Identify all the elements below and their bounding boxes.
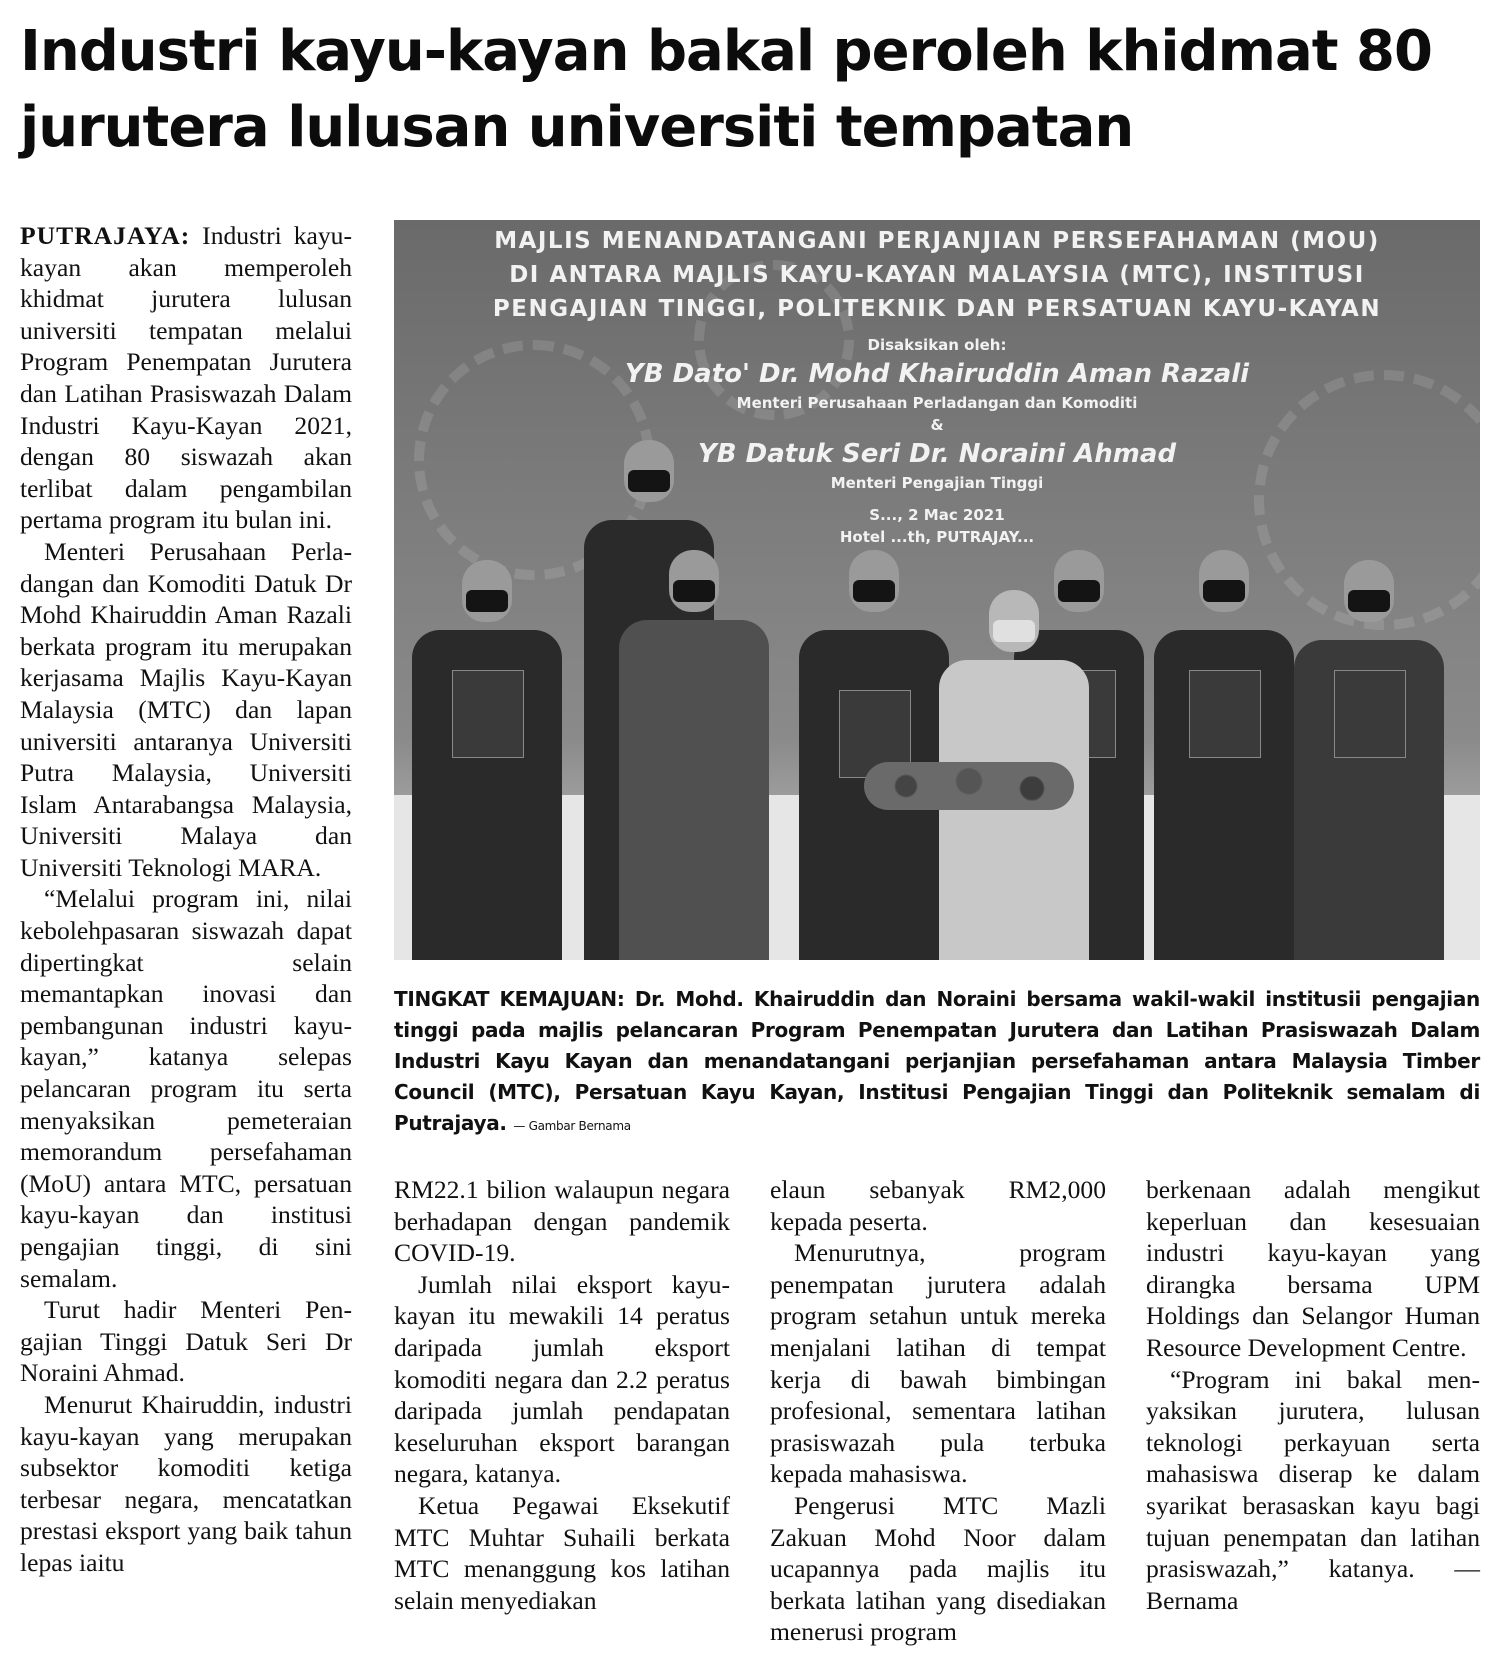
- banner-title: Menteri Perusahaan Perladangan dan Komoditi: [736, 394, 1138, 412]
- banner-line: PENGAJIAN TINGGI, POLITEKNIK DAN PERSATUAN KAYU-KAYAN: [492, 296, 1382, 322]
- banner-amp: &: [930, 416, 944, 434]
- flower-arrangement: [864, 762, 1074, 810]
- person: [1294, 560, 1444, 960]
- article-paragraph: PUTRAJAYA: Industri kayu-kayan akan memperoleh khidmat jurutera lulusan universiti tempatan melalui Program Penempatan Jurutera dan Latihan Prasiswazah Dalam Industri Kayu-Kayan 2021, dengan 80 siswazah akan terlibat dalam pengambilan pertama program itu bulan ini.: [20, 221, 352, 535]
- photo-credit: — Gambar Bernama: [513, 1119, 631, 1133]
- article-paragraph: Pengerusi MTC Mazli Zakuan Mohd Noor dalam ucapannya pada majlis itu berkata latihan yang disediakan menerusi program: [770, 1490, 1106, 1647]
- banner-line: MAJLIS MENANDATANGANI PERJANJIAN PERSEFAHAMAN (MOU): [494, 228, 1380, 254]
- person: [412, 540, 562, 960]
- banner-name: YB Dato' Dr. Mohd Khairuddin Aman Razali: [624, 359, 1250, 389]
- article-paragraph: Turut hadir Menteri Pengajian Tinggi Datuk Seri Dr Noraini Ahmad.: [20, 1295, 352, 1388]
- article-paragraph: berkenaan adalah mengikut keperluan dan kesesuaian industri kayu-kayan yang dirangka bersama UPM Holdings dan Selangor Human Resource Development Centre.: [1146, 1175, 1480, 1362]
- banner-date: S..., 2 Mac 2021: [869, 506, 1005, 524]
- banner-name: YB Datuk Seri Dr. Noraini Ahmad: [697, 439, 1177, 469]
- article-column-4: [1146, 1174, 1480, 1616]
- article-column-3: [770, 1174, 1106, 1648]
- person: [799, 550, 949, 960]
- article-paragraph: Menteri Perusahaan Perladangan dan Komoditi Datuk Dr Mohd Khairuddin Aman Razali berkata program itu merupakan kerjasama Majlis Kayu-Kayan Malaysia (MTC) dan lapan universiti antaranya Universiti Putra Malaysia, Universiti Islam Antarabangsa Malaysia, Universiti Malaya dan Universiti Teknologi MARA.: [20, 536, 352, 882]
- dateline: PUTRAJAYA:: [20, 221, 191, 250]
- article-paragraph: Ketua Pegawai Eksekutif MTC Muhtar Suhaili berkata MTC menanggung kos latihan selain menyediakan: [394, 1490, 730, 1615]
- news-photo: [394, 220, 1480, 960]
- photo-caption: TINGKAT KEMAJUAN: Dr. Mohd. Khairuddin dan Noraini bersama wakil-wakil institusii pengajian tinggi pada majlis pelancaran Program Penempatan Jurutera dan Latihan Prasiswazah Dalam Industri Kayu Kayan dan menandatangani perjanjian persefahaman antara Malaysia Timber Council (MTC), Persatuan Kayu Kayan, Institusi Pengajian Tinggi dan Politeknik semalam di Putrajaya. — Gambar Bernama: [394, 987, 1480, 1135]
- banner-venue: Hotel ...th, PUTRAJAY...: [839, 528, 1035, 546]
- article-paragraph: “Program ini bakal menyaksikan jurutera, lulusan teknologi perkayuan serta mahasiswa diserap ke dalam syarikat berasaskan kayu bagi tujuan penempatan dan latihan prasiswazah,” katanya. — Bernama: [1146, 1364, 1480, 1615]
- minister-front: [619, 550, 769, 960]
- article-paragraph: elaun sebanyak RM2,000 kepada peserta.: [770, 1175, 1106, 1236]
- article-column-1: [20, 220, 352, 1579]
- article-column-2: [394, 1174, 730, 1616]
- article-paragraph: Menurut Khairuddin, industri kayu-kayan yang merupakan subsektor komoditi ketiga terbesar negara, mencatatkan prestasi eksport yang baik tahun lepas iaitu: [20, 1389, 352, 1577]
- mou-folder: [1334, 670, 1406, 758]
- mou-folder: [1189, 670, 1261, 758]
- banner-line: DI ANTARA MAJLIS KAYU-KAYAN MALAYSIA (MTC), INSTITUSI: [509, 262, 1365, 288]
- person: [1154, 550, 1294, 960]
- headline: Industri kayu-kayan bakal peroleh khidmat 80 jurutera lulusan universiti tempatan: [20, 19, 1432, 160]
- banner-title: Menteri Pengajian Tinggi: [830, 474, 1044, 492]
- article-paragraph: RM22.1 bilion walaupun negara berhadapan dengan pandemik COVID-19.: [394, 1175, 730, 1268]
- article-paragraph: Jumlah nilai eksport kayu-kayan itu mewakili 14 peratus daripada jumlah eksport komoditi negara dan 2.2 peratus daripada jumlah pendapatan keseluruhan eksport barangan negara, katanya.: [394, 1269, 730, 1489]
- event-backdrop-banner: [394, 220, 1480, 550]
- mou-folder: [452, 670, 524, 758]
- article-paragraph: “Melalui program ini, nilai kebolehpasaran siswazah dapat dipertingkat selain memantapkan inovasi dan pembangunan industri kayu-kayan,” katanya selepas pelancaran program itu serta menyaksikan pemeteraian memorandum persefahaman (MoU) antara MTC, persatuan kayu-kayan dan institusi pengajian tinggi, di sini semalam.: [20, 884, 352, 1293]
- banner-witness: Disaksikan oleh:: [867, 336, 1007, 354]
- article-paragraph: Menurutnya, program penempatan jurutera adalah program setahun untuk mereka menjalani latihan di tempat kerja di bawah bimbingan profesional, sementara latihan prasiswazah pula terbuka kepada mahasiswa.: [770, 1238, 1106, 1489]
